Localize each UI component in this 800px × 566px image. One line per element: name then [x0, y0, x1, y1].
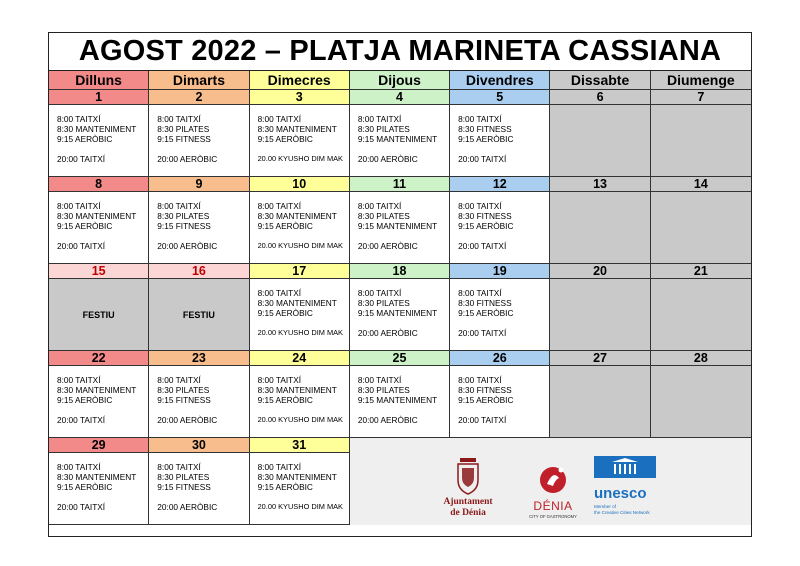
schedule-entry: 8:00 TAITXÍ	[357, 114, 402, 124]
day-schedule	[450, 192, 550, 264]
day-number: 23	[149, 351, 249, 366]
schedule-entry: 8:00 TAITXÍ	[257, 288, 302, 298]
evening-entry: 20:00 AERÒBIC	[157, 241, 218, 251]
spacer	[458, 144, 549, 154]
schedule-entry: 8:30 MANTENIMENT	[257, 472, 337, 482]
schedule-entry: 9:15 MANTENIMENT	[357, 395, 438, 405]
day-schedule	[450, 279, 550, 351]
schedule-entry: 8:00 TAITXÍ	[257, 375, 302, 385]
calendar-sheet	[48, 32, 752, 537]
crest-inner-icon	[462, 468, 474, 487]
evening-entry: 20.00 KYUSHO DIM MAK	[257, 415, 343, 424]
evening-entry: 20:00 AERÒBIC	[357, 241, 418, 251]
schedule-entry: 9:15 MANTENIMENT	[357, 221, 438, 231]
day-number: 25	[350, 351, 450, 366]
day-schedule	[450, 366, 550, 438]
schedule-entry: 9:15 AERÒBIC	[257, 482, 313, 492]
day-schedule	[350, 279, 450, 351]
unesco-name: unesco	[593, 485, 647, 502]
day-number: 6	[550, 90, 650, 105]
evening-entry: 20:00 TAITXÍ	[458, 241, 507, 251]
evening-entry: 20.00 KYUSHO DIM MAK	[257, 154, 343, 163]
holiday-cell: FESTIU	[149, 279, 249, 351]
weekday-header-dimarts: Dimarts	[149, 71, 249, 90]
schedule-entry: 8:00 TAITXÍ	[157, 462, 201, 472]
evening-entry: 20:00 TAITXÍ	[57, 241, 106, 251]
schedule-entry: 8:00 TAITXÍ	[458, 375, 502, 385]
day-number: 24	[250, 351, 350, 366]
evening-entry: 20:00 TAITXÍ	[458, 415, 507, 425]
schedule-entry: 9:15 AERÒBIC	[458, 395, 514, 405]
spacer	[157, 492, 248, 502]
spacer	[258, 492, 349, 502]
weekend-cell	[550, 279, 650, 351]
schedule-entry: 8:30 MANTENIMENT	[257, 124, 337, 134]
weekend-cell	[550, 192, 650, 264]
day-schedule	[49, 453, 149, 525]
schedule-entry: 8:30 FITNESS	[458, 385, 512, 395]
weekday-header-dilluns: Dilluns	[49, 71, 149, 90]
weekday-header-dijous: Dijous	[350, 71, 450, 90]
weekend-cell	[651, 279, 751, 351]
evening-entry: 20:00 AERÒBIC	[357, 328, 418, 338]
day-number: 29	[49, 438, 149, 453]
schedule-entry: 8:30 PILATES	[157, 211, 210, 221]
schedule-entry: 8:00 TAITXÍ	[57, 375, 101, 385]
day-number: 2	[149, 90, 249, 105]
schedule-entry: 9:15 AERÒBIC	[257, 395, 313, 405]
spacer	[458, 405, 549, 415]
schedule-entry: 8:00 TAITXÍ	[357, 288, 402, 298]
spacer	[157, 144, 248, 154]
schedule-entry: 8:30 MANTENIMENT	[57, 211, 137, 221]
schedule-entry: 8:30 PILATES	[357, 298, 410, 308]
day-number: 31	[250, 438, 350, 453]
weekday-header-dimecres: Dimecres	[250, 71, 350, 90]
denia-name: DÉNIA	[533, 499, 573, 513]
evening-entry: 20.00 KYUSHO DIM MAK	[257, 328, 343, 337]
schedule-entry: 8:00 TAITXÍ	[157, 114, 201, 124]
day-schedule	[250, 192, 350, 264]
schedule-entry: 8:30 PILATES	[357, 385, 410, 395]
sponsor-logos	[350, 438, 750, 524]
unesco-tagline1: Member of	[593, 504, 616, 509]
evening-entry: 20:00 AERÒBIC	[357, 415, 418, 425]
schedule-entry: 8:30 FITNESS	[458, 211, 512, 221]
schedule-entry: 8:30 FITNESS	[458, 298, 512, 308]
schedule-entry: 8:30 MANTENIMENT	[57, 124, 137, 134]
schedule-entry: 9:15 AERÒBIC	[257, 308, 313, 318]
weekend-cell	[651, 105, 751, 177]
schedule-entry: 9:15 FITNESS	[157, 395, 211, 405]
evening-entry: 20:00 AERÒBIC	[357, 154, 418, 164]
day-number: 17	[250, 264, 350, 279]
ajuntament-line2: de Dénia	[450, 508, 486, 518]
schedule-entry: 9:15 AERÒBIC	[57, 482, 113, 492]
schedule-entry: 9:15 AERÒBIC	[458, 221, 514, 231]
spacer	[358, 144, 449, 154]
weekday-header-diumenge: Diumenge	[651, 71, 751, 90]
spacer	[157, 231, 248, 241]
evening-entry: 20:00 TAITXÍ	[458, 328, 507, 338]
calendar-grid	[49, 71, 751, 525]
evening-entry: 20:00 AERÒBIC	[157, 154, 218, 164]
day-schedule	[149, 105, 249, 177]
day-schedule	[250, 453, 350, 525]
day-number: 18	[350, 264, 450, 279]
spacer	[258, 144, 349, 154]
day-number: 7	[651, 90, 751, 105]
spacer	[458, 318, 549, 328]
evening-entry: 20:00 AERÒBIC	[157, 502, 218, 512]
schedule-entry: 8:30 PILATES	[357, 124, 410, 134]
schedule-entry: 8:30 PILATES	[157, 472, 210, 482]
ajuntament-line1: Ajuntament	[443, 497, 493, 507]
day-number: 21	[651, 264, 751, 279]
day-number: 14	[651, 177, 751, 192]
calendar-title: AGOST 2022 – PLATJA MARINETA CASSIANA	[49, 33, 751, 71]
schedule-entry: 8:30 MANTENIMENT	[257, 298, 337, 308]
schedule-entry: 8:30 PILATES	[357, 211, 410, 221]
spacer	[57, 231, 148, 241]
day-schedule	[149, 192, 249, 264]
weekday-header-dissabte: Dissabte	[550, 71, 650, 90]
schedule-entry: 9:15 AERÒBIC	[57, 395, 113, 405]
schedule-entry: 9:15 FITNESS	[157, 482, 211, 492]
spacer	[358, 318, 449, 328]
day-number: 5	[450, 90, 550, 105]
weekend-cell	[651, 192, 751, 264]
day-number: 27	[550, 351, 650, 366]
day-number: 30	[149, 438, 249, 453]
schedule-entry: 9:15 AERÒBIC	[458, 134, 514, 144]
schedule-entry: 8:00 TAITXÍ	[458, 201, 502, 211]
spacer	[258, 405, 349, 415]
evening-entry: 20:00 TAITXÍ	[57, 415, 106, 425]
day-schedule	[250, 366, 350, 438]
spacer	[157, 405, 248, 415]
schedule-entry: 8:30 MANTENIMENT	[257, 385, 337, 395]
schedule-entry: 8:30 PILATES	[157, 385, 210, 395]
evening-entry: 20:00 TAITXÍ	[57, 502, 106, 512]
schedule-entry: 8:00 TAITXÍ	[458, 288, 502, 298]
schedule-entry: 8:00 TAITXÍ	[57, 201, 101, 211]
denia-tagline: CITY OF GASTRONOMY	[528, 514, 577, 519]
day-number: 26	[450, 351, 550, 366]
schedule-entry: 8:00 TAITXÍ	[357, 201, 402, 211]
schedule-entry: 8:00 TAITXÍ	[257, 201, 302, 211]
day-schedule	[250, 105, 350, 177]
day-number: 20	[550, 264, 650, 279]
schedule-entry: 8:30 MANTENIMENT	[257, 211, 337, 221]
spacer	[358, 405, 449, 415]
spacer	[258, 231, 349, 241]
day-schedule	[49, 192, 149, 264]
evening-entry: 20.00 KYUSHO DIM MAK	[257, 502, 343, 511]
day-schedule	[250, 279, 350, 351]
schedule-entry: 9:15 AERÒBIC	[257, 134, 313, 144]
schedule-entry: 8:30 PILATES	[157, 124, 210, 134]
spacer	[258, 318, 349, 328]
day-number: 4	[350, 90, 450, 105]
day-schedule	[149, 453, 249, 525]
day-number: 15	[49, 264, 149, 279]
evening-entry: 20.00 KYUSHO DIM MAK	[257, 241, 343, 250]
spacer	[458, 231, 549, 241]
day-number: 1	[49, 90, 149, 105]
spacer	[57, 405, 148, 415]
day-number: 28	[651, 351, 751, 366]
day-number: 3	[250, 90, 350, 105]
schedule-entry: 9:15 FITNESS	[157, 134, 211, 144]
day-number: 16	[149, 264, 249, 279]
crest-crown-icon	[460, 458, 476, 462]
day-number: 10	[250, 177, 350, 192]
spacer	[358, 231, 449, 241]
day-number: 13	[550, 177, 650, 192]
unesco-tagline2: the Creative Cities Network	[593, 510, 650, 515]
day-number: 11	[350, 177, 450, 192]
weekday-header-divendres: Divendres	[450, 71, 550, 90]
schedule-entry: 8:30 FITNESS	[458, 124, 512, 134]
day-number: 12	[450, 177, 550, 192]
schedule-entry: 8:00 TAITXÍ	[458, 114, 502, 124]
weekend-cell	[651, 366, 751, 438]
day-number: 9	[149, 177, 249, 192]
schedule-entry: 8:00 TAITXÍ	[357, 375, 402, 385]
schedule-entry: 9:15 AERÒBIC	[257, 221, 313, 231]
day-schedule	[350, 366, 450, 438]
schedule-entry: 9:15 AERÒBIC	[458, 308, 514, 318]
spacer	[57, 492, 148, 502]
schedule-entry: 8:00 TAITXÍ	[57, 462, 101, 472]
holiday-cell: FESTIU	[49, 279, 149, 351]
schedule-entry: 8:30 MANTENIMENT	[57, 385, 137, 395]
day-number: 8	[49, 177, 149, 192]
evening-entry: 20:00 AERÒBIC	[157, 415, 218, 425]
day-schedule	[49, 366, 149, 438]
schedule-entry: 8:00 TAITXÍ	[157, 375, 201, 385]
day-schedule	[350, 105, 450, 177]
weekend-cell	[550, 105, 650, 177]
evening-entry: 20:00 TAITXÍ	[57, 154, 106, 164]
schedule-entry: 9:15 AERÒBIC	[57, 221, 113, 231]
schedule-entry: 9:15 FITNESS	[157, 221, 211, 231]
schedule-entry: 8:00 TAITXÍ	[157, 201, 201, 211]
logo-area	[350, 438, 751, 525]
day-schedule	[149, 366, 249, 438]
day-schedule	[350, 192, 450, 264]
spacer	[57, 144, 148, 154]
day-schedule	[450, 105, 550, 177]
weekend-cell	[550, 366, 650, 438]
schedule-entry: 9:15 MANTENIMENT	[357, 134, 438, 144]
evening-entry: 20:00 TAITXÍ	[458, 154, 507, 164]
denia-dot-icon	[558, 468, 563, 473]
day-number: 22	[49, 351, 149, 366]
schedule-entry: 8:00 TAITXÍ	[257, 114, 302, 124]
day-number: 19	[450, 264, 550, 279]
schedule-entry: 9:15 AERÒBIC	[57, 134, 113, 144]
day-schedule	[49, 105, 149, 177]
schedule-entry: 9:15 MANTENIMENT	[357, 308, 438, 318]
schedule-entry: 8:00 TAITXÍ	[57, 114, 101, 124]
schedule-entry: 8:00 TAITXÍ	[257, 462, 302, 472]
schedule-entry: 8:30 MANTENIMENT	[57, 472, 137, 482]
